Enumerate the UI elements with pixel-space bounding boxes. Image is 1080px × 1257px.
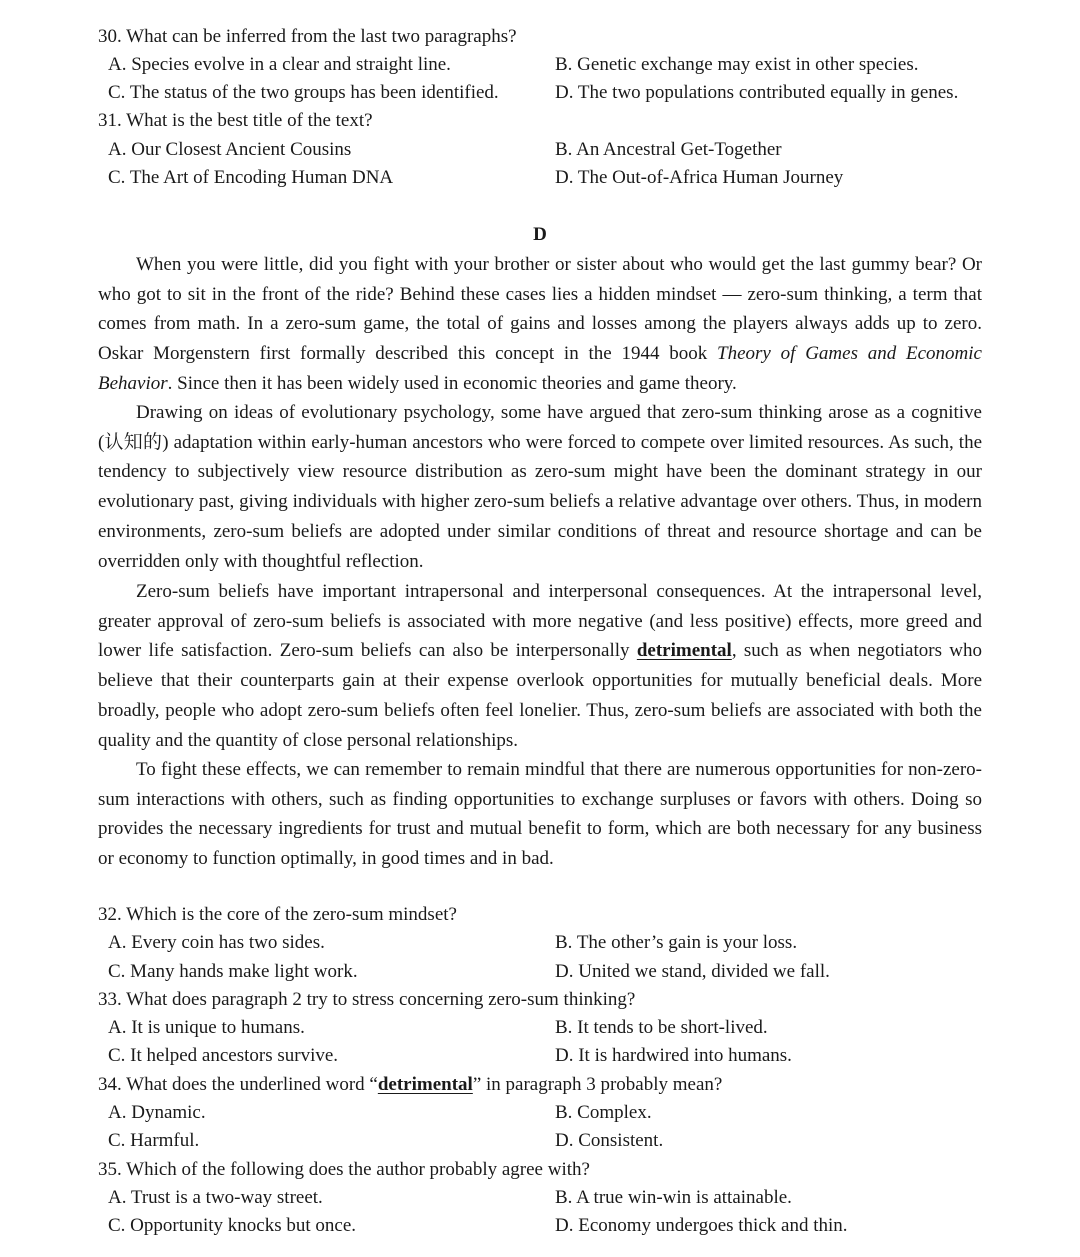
paragraph-3-text-a: Zero-sum beliefs have important intrapersonal and interpersonal consequences. At the intrapersonal level, greater approval of zero-sum beliefs is associated with more negative (and less positive) effects, more greed and lower life satisfaction. Zero-sum beliefs can also be interpersonally (98, 581, 982, 662)
question-33-option-b: B. It tends to be short-lived. (555, 1017, 768, 1038)
question-33-option-a: A. It is unique to humans. (108, 1017, 305, 1038)
question-33-option-d: D. It is hardwired into humans. (555, 1045, 792, 1066)
question-31-stem: 31. What is the best title of the text? (98, 110, 373, 131)
question-34-option-d: D. Consistent. (555, 1130, 664, 1151)
question-35-option-d: D. Economy undergoes thick and thin. (555, 1215, 848, 1236)
question-32-option-b: B. The other’s gain is your loss. (555, 932, 798, 953)
passage-paragraph-4: To fight these effects, we can remember to remain mindful that there are numerous opportunities for non-zero-sum interactions with others, such as finding opportunities to exchange surpluses or favors with others. Doing so provides the necessary ingredients for trust and mutual benefit to form, which are both necessary for any business or economy to function optimally, in good times and in bad. (98, 759, 982, 870)
question-30-option-a: A. Species evolve in a clear and straight line. (108, 54, 451, 75)
passage-paragraph-3 (98, 577, 982, 755)
question-30-option-d: D. The two populations contributed equally in genes. (555, 82, 959, 103)
paragraph-1-text-b: . Since then it has been widely used in economic theories and game theory. (167, 372, 737, 394)
question-34-option-b: B. Complex. (555, 1102, 652, 1123)
question-31-option-d: D. The Out-of-Africa Human Journey (555, 167, 844, 188)
question-35-option-c: C. Opportunity knocks but once. (108, 1215, 357, 1236)
passage-paragraph-2: Drawing on ideas of evolutionary psychology, some have argued that zero-sum thinking arose as a cognitive (认知的) adaptation within early-human ancestors who were forced to compete over limited resources. As such, the tendency to subjectively view resource distribution as zero-sum might have been the dominant strategy in our evolutionary past, giving individuals with higher zero-sum beliefs a relative advantage over others. Thus, in modern environments, zero-sum beliefs are adopted under similar conditions of threat and resource shortage and can be overridden only with thoughtful reflection. (98, 402, 982, 572)
question-32-option-c: C. Many hands make light work. (108, 961, 358, 982)
question-35-stem: 35. Which of the following does the author probably agree with? (98, 1159, 590, 1180)
underlined-word: detrimental (636, 640, 732, 662)
question-34-stem-a: 34. What does the underlined word “ (98, 1074, 378, 1095)
question-35-option-b: B. A true win-win is attainable. (555, 1187, 792, 1208)
question-31-option-a: A. Our Closest Ancient Cousins (108, 139, 352, 160)
question-34-stem (98, 1074, 722, 1096)
question-33-stem: 33. What does paragraph 2 try to stress concerning zero-sum thinking? (98, 989, 636, 1010)
passage-paragraph-1 (98, 250, 982, 399)
question-31-option-b: B. An Ancestral Get-Together (555, 139, 782, 160)
question-34-option-c: C. Harmful. (108, 1130, 200, 1151)
question-33-option-c: C. It helped ancestors survive. (108, 1045, 339, 1066)
question-34-stem-b: ” in paragraph 3 probably mean? (472, 1074, 723, 1095)
question-30-option-b: B. Genetic exchange may exist in other species. (555, 54, 919, 75)
book-title: Theory of Games and Economic Behavior (98, 343, 982, 394)
question-30-stem: 30. What can be inferred from the last two paragraphs? (98, 26, 517, 47)
question-32-option-a: A. Every coin has two sides. (108, 932, 325, 953)
question-34-option-a: A. Dynamic. (108, 1102, 206, 1123)
paragraph-1-text-a: When you were little, did you fight with your brother or sister about who would get the last gummy bear? Or who got to sit in the front of the ride? Behind these cases lies a hidden mindset — zero-sum thinking, a term that comes from math. In a zero-sum game, the total of gains and losses among the players always adds up to zero. Oskar Morgenstern first formally described this concept in the 1944 book (98, 254, 982, 365)
question-32-stem: 32. Which is the core of the zero-sum mindset? (98, 904, 457, 925)
section-label: D (533, 224, 547, 245)
question-30-option-c: C. The status of the two groups has been identified. (108, 82, 499, 103)
question-31-option-c: C. The Art of Encoding Human DNA (108, 167, 394, 188)
question-35-option-a: A. Trust is a two-way street. (108, 1187, 323, 1208)
paragraph-3-text-b: , such as when negotiators who believe that their counterparts gain at their expense overlook opportunities for mutually beneficial deals. More broadly, people who adopt zero-sum beliefs often feel lonelier. Thus, zero-sum beliefs are associated with both the quality and the quantity of close personal relationships. (98, 640, 982, 751)
question-34-underlined-word: detrimental (377, 1074, 473, 1095)
question-32-option-d: D. United we stand, divided we fall. (555, 961, 830, 982)
